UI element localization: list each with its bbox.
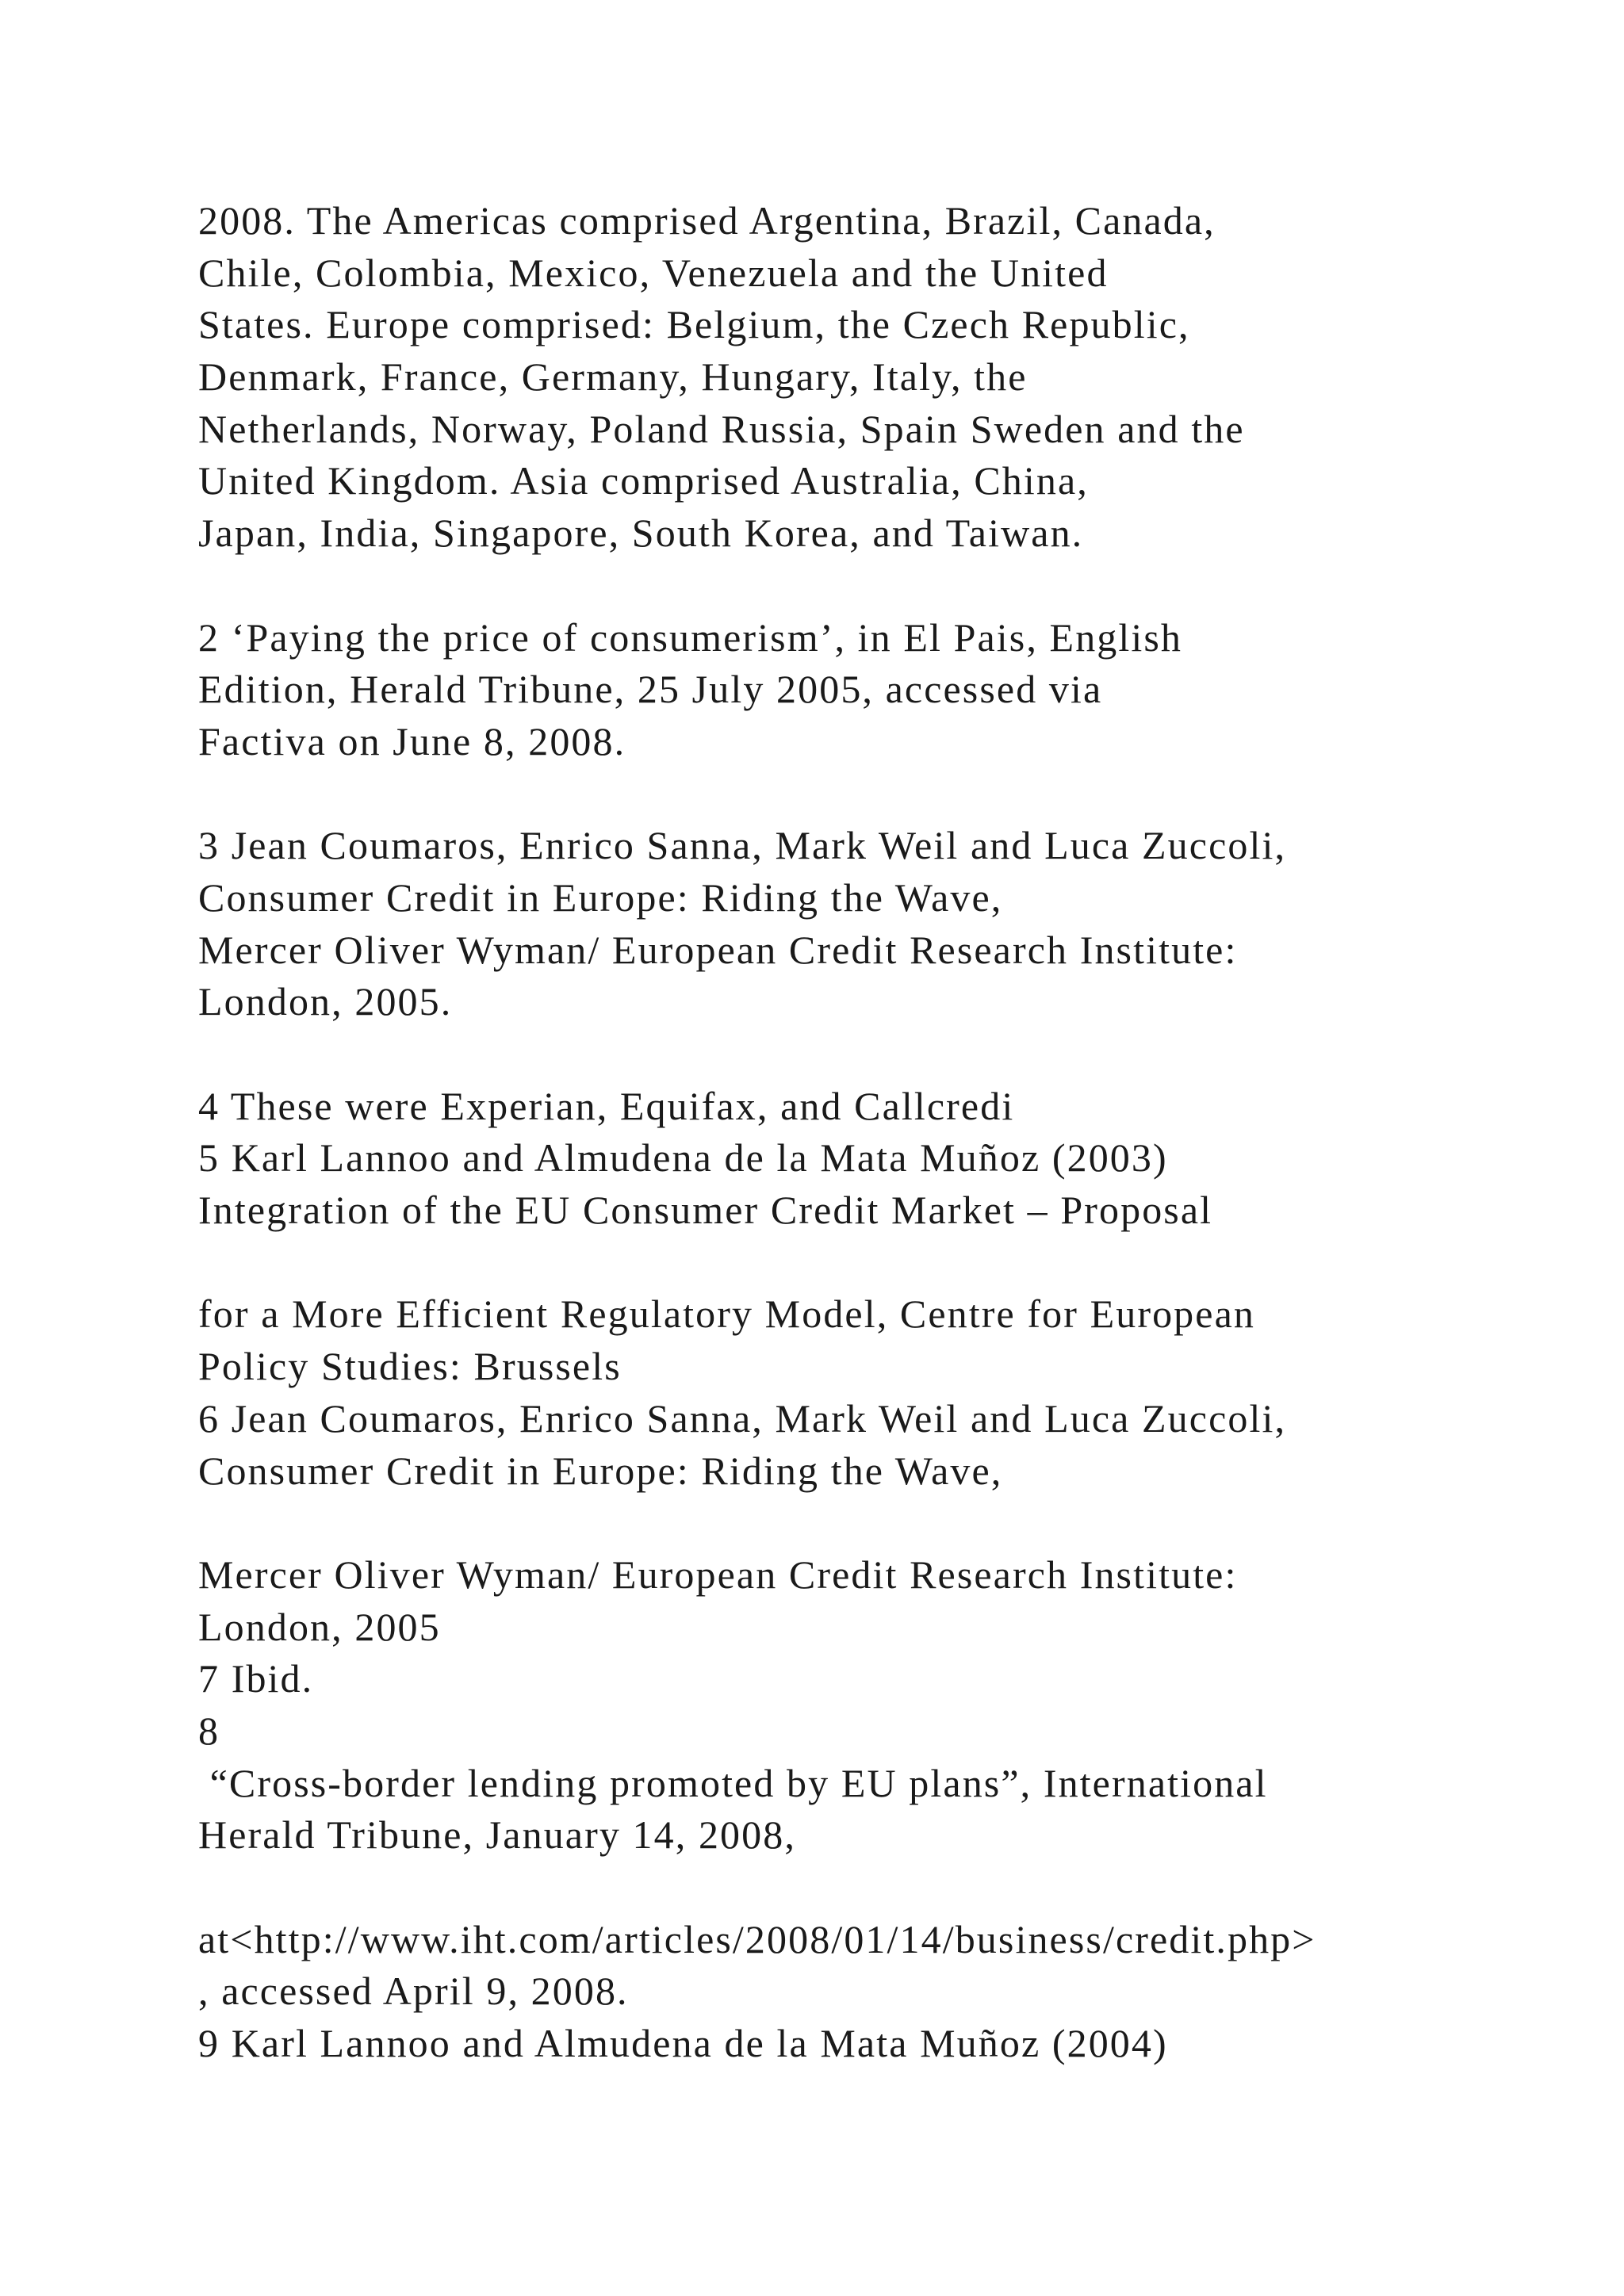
- text-line: Mercer Oliver Wyman/ European Credit Research Institute:: [198, 927, 1238, 972]
- text-line: Denmark, France, Germany, Hungary, Italy, the: [198, 354, 1028, 400]
- text-line: Consumer Credit in Europe: Riding the Wave,: [198, 1448, 1003, 1493]
- blank-line: [198, 768, 1546, 821]
- footnote-8-line: “Cross-border lending promoted by EU plans”, International: [198, 1760, 1268, 1805]
- blank-line: [198, 1028, 1546, 1081]
- text-line: United Kingdom. Asia comprised Australia, China,: [198, 458, 1089, 503]
- text-line: Edition, Herald Tribune, 25 July 2005, accessed via: [198, 667, 1103, 712]
- blank-line: [198, 1862, 1546, 1914]
- text-line: Factiva on June 8, 2008.: [198, 718, 626, 763]
- blank-line: [198, 560, 1546, 612]
- text-line: Consumer Credit in Europe: Riding the Wave,: [198, 874, 1003, 920]
- text-line: London, 2005: [198, 1604, 441, 1649]
- text-line: , accessed April 9, 2008.: [198, 1969, 629, 2014]
- url-line: at<http://www.iht.com/articles/2008/01/14/business/credit.php>: [198, 1916, 1316, 1961]
- blank-line: [198, 1497, 1546, 1549]
- text-line: Herald Tribune, January 14, 2008,: [198, 1812, 796, 1858]
- footnote-3-line: 3 Jean Coumaros, Enrico Sanna, Mark Weil and Luca Zuccoli,: [198, 823, 1287, 868]
- text-line: Integration of the EU Consumer Credit Market – Proposal: [198, 1188, 1213, 1233]
- text-line: Netherlands, Norway, Poland Russia, Spain Sweden and the: [198, 406, 1245, 451]
- footnote-5-line: 5 Karl Lannoo and Almudena de la Mata Muñoz (2003): [198, 1135, 1168, 1181]
- footnote-8-number: 8: [198, 1708, 220, 1753]
- text-line: States. Europe comprised: Belgium, the Czech Republic,: [198, 302, 1190, 347]
- text-line: London, 2005.: [198, 979, 453, 1024]
- text-line: Chile, Colombia, Mexico, Venezuela and the United: [198, 250, 1109, 295]
- footnote-6-line: 6 Jean Coumaros, Enrico Sanna, Mark Weil and Luca Zuccoli,: [198, 1395, 1287, 1441]
- blank-line: [198, 1237, 1546, 1289]
- footnotes-text-block: [198, 195, 1546, 2070]
- text-line: 2008. The Americas comprised Argentina, Brazil, Canada,: [198, 198, 1216, 243]
- footnote-4-line: 4 These were Experian, Equifax, and Callcredi: [198, 1083, 1015, 1128]
- footnote-2-line: 2 ‘Paying the price of consumerism’, in El Pais, English: [198, 614, 1183, 660]
- text-line: for a More Efficient Regulatory Model, Centre for European: [198, 1292, 1255, 1337]
- footnote-9-line: 9 Karl Lannoo and Almudena de la Mata Muñoz (2004): [198, 2021, 1168, 2066]
- text-line: Mercer Oliver Wyman/ European Credit Research Institute:: [198, 1552, 1238, 1597]
- footnote-7-line: 7 Ibid.: [198, 1656, 314, 1701]
- text-line: Policy Studies: Brussels: [198, 1344, 622, 1389]
- text-line: Japan, India, Singapore, South Korea, and Taiwan.: [198, 511, 1084, 556]
